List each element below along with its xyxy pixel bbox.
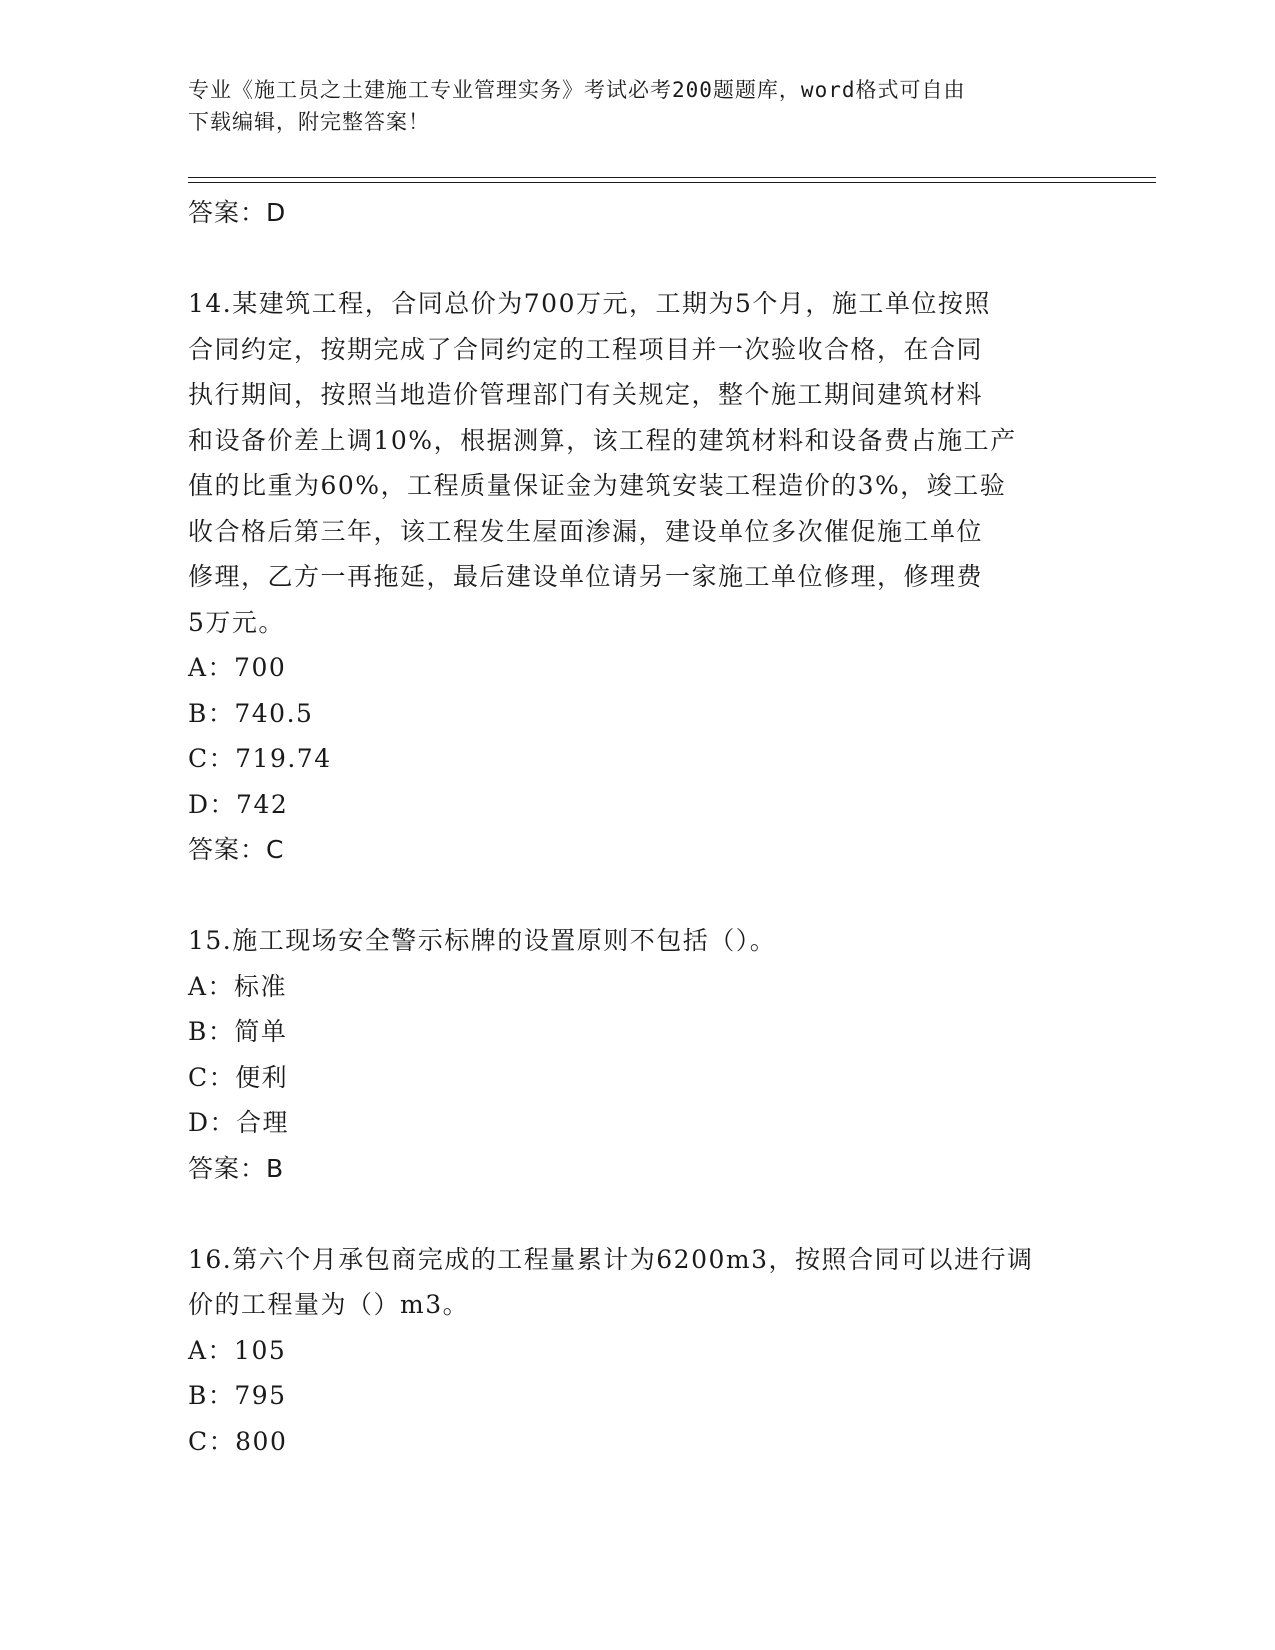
question-text-line: 15.施工现场安全警示标牌的设置原则不包括（）。 [188, 926, 777, 955]
spacer [188, 236, 1088, 282]
question-16 [188, 1237, 1088, 1465]
answer: 答案：C [188, 835, 285, 864]
question-text-line: 执行期间，按照当地造价管理部门有关规定，整个施工期间建筑材料 [188, 380, 984, 409]
question-15 [188, 918, 1088, 1191]
header-divider-top [188, 177, 1156, 178]
question-text-line: 值的比重为60%，工程质量保证金为建筑安装工程造价的3%，竣工验 [188, 471, 1007, 500]
header-line-1: 专业《施工员之土建施工专业管理实务》考试必考200题题库，word格式可自由 [188, 78, 966, 102]
question-text-line: 16.第六个月承包商完成的工程量累计为6200m3，按照合同可以进行调 [188, 1244, 1034, 1274]
option-c: C：800 [188, 1426, 288, 1456]
answer: 答案：B [188, 1153, 285, 1183]
option-d: D：742 [188, 789, 289, 819]
option-a: A：标准 [188, 971, 288, 1001]
option-d: D：合理 [188, 1108, 290, 1137]
question-text-line: 收合格后第三年，该工程发生屋面渗漏，建设单位多次催促施工单位 [188, 516, 984, 546]
document-header [188, 74, 1088, 138]
question-text-line: 合同约定，按期完成了合同约定的工程项目并一次验收合格，在合同 [188, 334, 984, 364]
header-divider-bottom [188, 182, 1156, 183]
question-text-line: 5万元。 [188, 607, 285, 637]
option-c: C：719.74 [188, 744, 332, 773]
option-b: B：简单 [188, 1017, 288, 1046]
question-text-line: 14.某建筑工程，合同总价为700万元，工期为5个月，施工单位按照 [188, 289, 991, 318]
spacer [188, 1191, 1088, 1237]
option-c: C：便利 [188, 1062, 289, 1092]
header-line-2: 下载编辑，附完整答案！ [188, 110, 430, 134]
option-a: A：700 [188, 653, 287, 682]
question-14 [188, 281, 1088, 873]
option-b: B：795 [188, 1381, 287, 1410]
option-a: A：105 [188, 1335, 287, 1365]
option-b: B：740.5 [188, 698, 314, 728]
question-content [188, 190, 1088, 1464]
spacer [188, 873, 1088, 919]
question-text-line: 和设备价差上调10%，根据测算，该工程的建筑材料和设备费占施工产 [188, 425, 1017, 455]
previous-answer: 答案：D [188, 198, 287, 227]
question-text-line: 修理，乙方一再拖延，最后建设单位请另一家施工单位修理，修理费 [188, 562, 984, 591]
question-text-line: 价的工程量为（）m3。 [188, 1290, 470, 1319]
